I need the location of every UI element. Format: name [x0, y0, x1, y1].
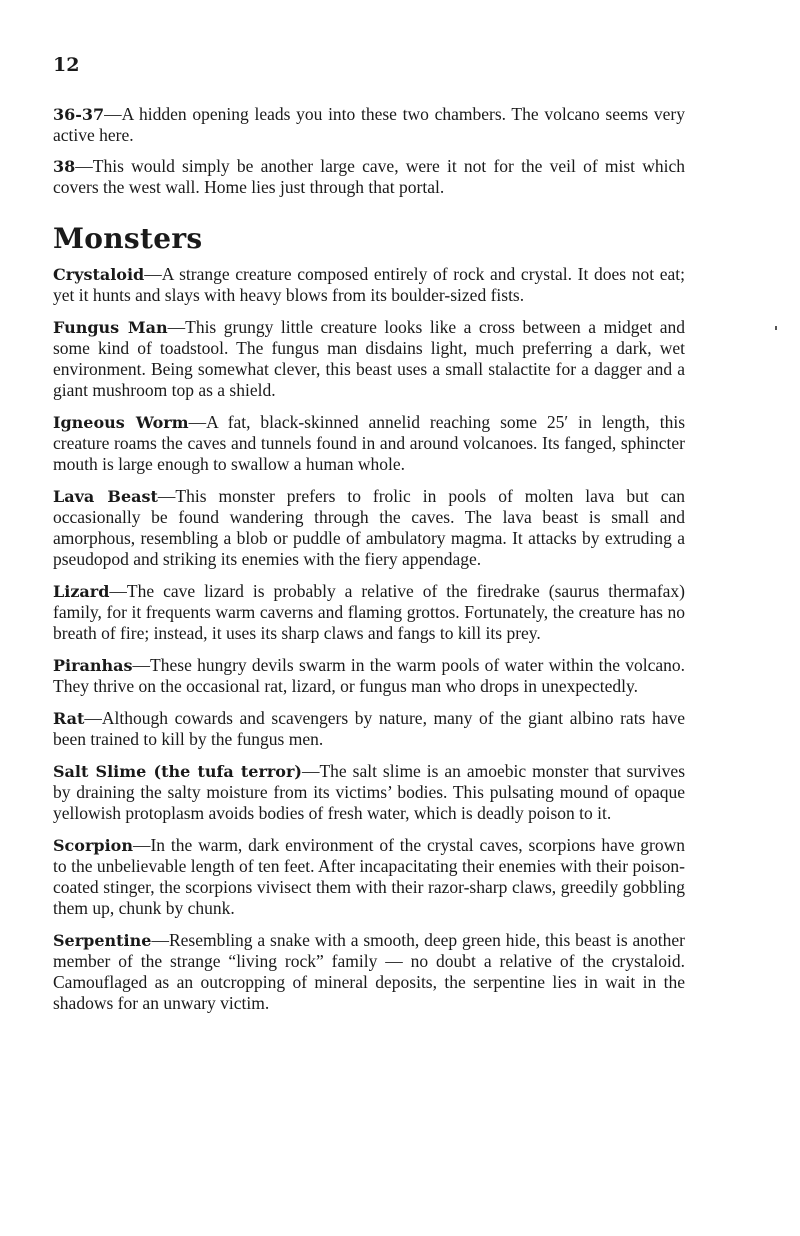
print-speck — [775, 326, 777, 330]
monster-entry — [53, 264, 685, 306]
monster-name: Serpentine — [53, 931, 152, 950]
monster-name: Lizard — [53, 582, 110, 601]
monster-name: Piranhas — [53, 656, 133, 675]
monster-description: —This monster prefers to frolic in pools of molten lava but can occasionally be found wandering through the caves. The lava beast is small and amorphous, resembling a blob or puddle of ambulatory magma. It attacks by extruding a pseudopod and striking its enemies with the fiery appendage. — [53, 486, 685, 569]
monster-entry — [53, 317, 685, 401]
room-text: —This would simply be another large cave, were it not for the veil of mist which covers the west wall. Home lies just through that portal. — [53, 156, 685, 197]
monster-entry — [53, 761, 685, 824]
monster-description: —A fat, black-skinned annelid reaching some 25′ in length, this creature roams the caves and tunnels found in and around volcanoes. Its fanged, sphincter mouth is large enough to swallow a human whole. — [53, 412, 686, 474]
monster-entry — [53, 486, 685, 570]
monster-description: —This grungy little creature looks like a cross between a midget and some kind of toadstool. The fungus man disdains light, much preferring a dark, wet environment. Being somewhat clever, this beast uses a small stalactite for a dagger and a giant mushroom top as a shield. — [53, 317, 685, 400]
room-entries — [53, 104, 685, 208]
monster-description: —The cave lizard is probably a relative of the firedrake (saurus thermafax) family, for it frequents warm caverns and flaming grottos. Fortunately, the creature has no breath of fire; instead, it uses its sharp claws and fangs to kill its prey. — [53, 581, 685, 643]
monster-description: —Resembling a snake with a smooth, deep green hide, this beast is another member of the strange “living rock” family — no doubt a relative of the crystaloid. Camouflaged as an outcropping of mineral deposits, the serpentine lies in wait in the shadows for an unwary victim. — [53, 930, 685, 1013]
monster-entry — [53, 655, 685, 697]
page-number: 12 — [53, 54, 80, 76]
monster-name: Scorpion — [53, 836, 133, 855]
monster-description: —In the warm, dark environment of the crystal caves, scorpions have grown to the unbelievable length of ten feet. After incapacitating their enemies with their poison-coated stinger, the scorpions vivisect them with their razor-sharp claws, greedily gobbling them up, chunk by chunk. — [53, 835, 685, 918]
monster-name: Lava Beast — [53, 487, 158, 506]
section-heading: Monsters — [53, 222, 203, 255]
monster-entry — [53, 835, 685, 919]
monster-entry — [53, 708, 685, 750]
monster-description: —Although cowards and scavengers by nature, many of the giant albino rats have been trained to kill by the fungus men. — [53, 708, 685, 749]
room-text: —A hidden opening leads you into these two chambers. The volcano seems very active here. — [53, 104, 685, 145]
monster-description: —The salt slime is an amoebic monster that survives by draining the salty moisture from its victims’ bodies. This pulsating mound of opaque yellowish protoplasm avoids bodies of fresh water, which is deadly poison to it. — [53, 761, 685, 823]
monster-entry — [53, 412, 685, 475]
monster-name: Fungus Man — [53, 318, 168, 337]
room-entry — [53, 104, 685, 146]
monster-name: Igneous Worm — [53, 413, 189, 432]
room-entry — [53, 156, 685, 198]
monster-list — [53, 264, 685, 1025]
monster-description: —A strange creature composed entirely of rock and crystal. It does not eat; yet it hunts and slays with heavy blows from its boulder-sized fists. — [53, 264, 685, 305]
monster-name: Rat — [53, 709, 85, 728]
monster-entry — [53, 581, 685, 644]
room-key: 36-37 — [53, 105, 105, 124]
monster-name: Salt Slime (the tufa terror) — [53, 762, 302, 781]
monster-name: Crystaloid — [53, 265, 145, 284]
room-key: 38 — [53, 157, 76, 176]
monster-entry — [53, 930, 685, 1014]
monster-description: —These hungry devils swarm in the warm pools of water within the volcano. They thrive on the occasional rat, lizard, or fungus man who drops in unexpectedly. — [53, 655, 685, 696]
